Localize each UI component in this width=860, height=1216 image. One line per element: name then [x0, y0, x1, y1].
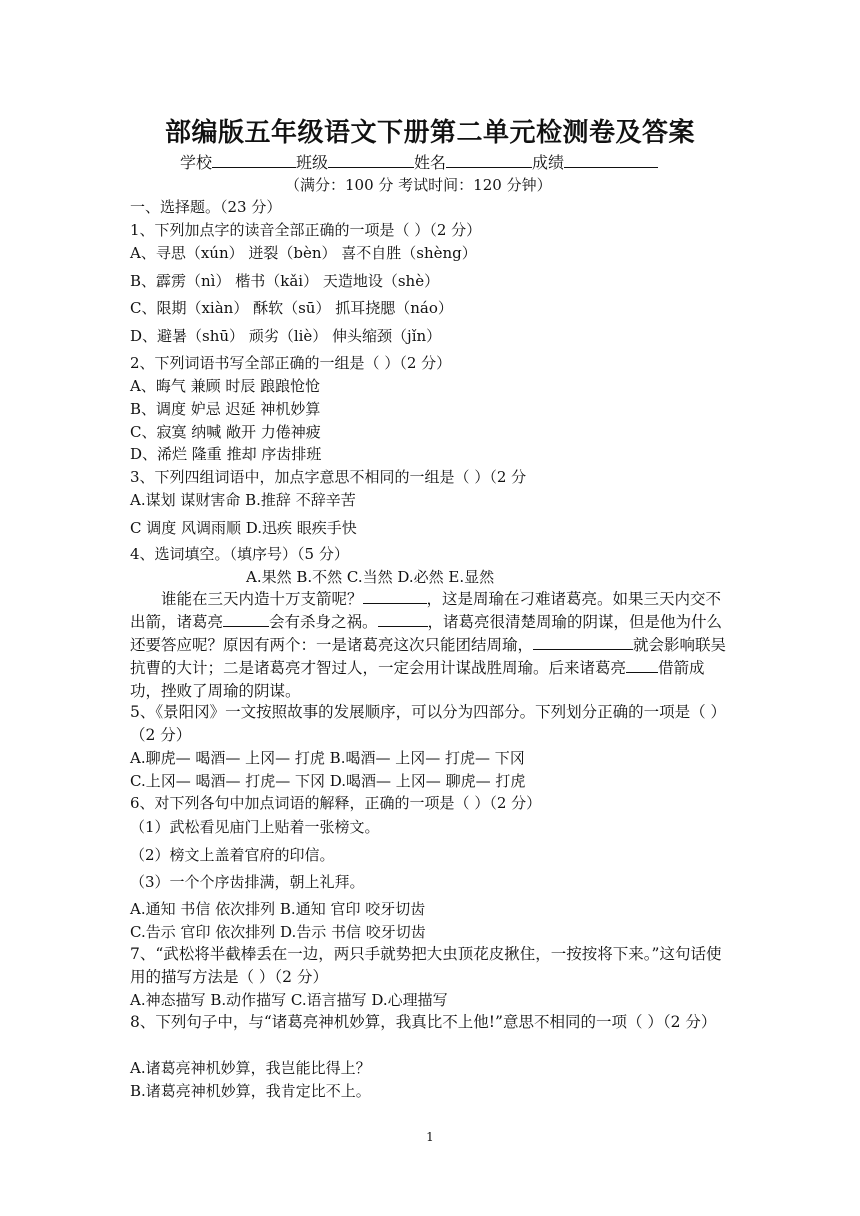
q2-option-d: D、浠烂 隆重 推却 序齿排班	[130, 445, 322, 463]
q1-option-b: B、霹雳（nì） 楷书（kǎi） 天造地设（shè）	[130, 272, 440, 290]
q7-options: A.神态描写 B.动作描写 C.语言描写 D.心理描写	[130, 991, 448, 1009]
q8-stem: 8、下列句子中，与“诸葛亮神机妙算，我真比不上他!”意思不相同的一项（ ）（2 分）	[130, 1013, 717, 1031]
q4-passage-text-1: 谁能在三天内造十万支箭呢？	[161, 590, 363, 608]
q5-options-row1: A.聊虎— 喝酒— 上冈— 打虎 B.喝酒— 上冈— 打虎— 下冈	[130, 749, 525, 767]
q4-blank-1[interactable]	[363, 588, 427, 604]
q2-stem: 2、下列词语书写全部正确的一组是（ ）（2 分）	[130, 354, 452, 372]
school-blank[interactable]	[212, 152, 296, 168]
school-label: 学校	[180, 153, 213, 172]
q8-option-b: B.诸葛亮神机妙算，我肯定比不上。	[130, 1082, 371, 1100]
q1-option-d: D、避暑（shū） 顽劣（liè） 伸头缩颈（jǐn）	[130, 327, 442, 345]
q4-blank-3[interactable]	[378, 611, 428, 627]
q5-stem: 5、《景阳冈》一文按照故事的发展顺序，可以分为四部分。下列划分正确的一项是（ ）（2 分）	[130, 703, 727, 744]
section-heading: 一、选择题。（23 分）	[130, 198, 282, 216]
q1-option-a: A、寻思（xún） 迸裂（bèn） 喜不自胜（shèng）	[130, 244, 477, 262]
q4-passage-text-4: ，诸葛亮很清楚周瑜的阴谋，但是他为什么还要答应呢？原因有两个：一是诸葛亮这次只能团结周瑜，	[130, 613, 723, 654]
q4-passage-text-6: 借箭成功，挫败了周瑜的阴谋。	[130, 659, 705, 700]
student-info-line	[180, 152, 658, 173]
class-blank[interactable]	[328, 152, 414, 168]
q4-word-options: A.果然 B.不然 C.当然 D.必然 E.显然	[246, 568, 495, 586]
q3-options-row1: A.谋划 谋财害命 B.推辞 不辞辛苦	[130, 491, 356, 509]
q4-passage-text-2: ，这是周瑜在刁难诸葛亮。如果三天内交不出箭，诸葛亮	[130, 590, 722, 631]
page-number: 1	[426, 1130, 434, 1144]
q7-stem: 7、“武松将半截棒丢在一边，两只手就势把大虫顶花皮揪住，一按按将下来。”这句话使用的描写方法是（ ）（2 分）	[130, 945, 722, 986]
q8-option-a: A.诸葛亮神机妙算，我岂能比得上？	[130, 1059, 371, 1077]
q4-passage	[130, 588, 730, 703]
exam-info: （满分：100 分 考试时间：120 分钟）	[285, 176, 552, 194]
q6-stem: 6、对下列各句中加点词语的解释，正确的一项是（ ）（2 分）	[130, 794, 542, 812]
class-label: 班级	[296, 153, 329, 172]
name-blank[interactable]	[446, 152, 532, 168]
q6-options-row1: A.通知 书信 依次排列 B.通知 官印 咬牙切齿	[130, 900, 426, 918]
q1-stem: 1、下列加点字的读音全部正确的一项是（ ）（2 分）	[130, 221, 482, 239]
q4-blank-4[interactable]	[533, 634, 633, 650]
q6-sentence-3: （3）一个个序齿排满，朝上礼拜。	[130, 873, 365, 891]
q2-option-a: A、晦气 兼顾 时辰 踉踉怆怆	[130, 377, 321, 395]
q4-blank-2[interactable]	[223, 611, 269, 627]
q6-sentence-1: （1）武松看见庙门上贴着一张榜文。	[130, 818, 380, 836]
q6-options-row2: C.告示 官印 依次排列 D.告示 书信 咬牙切齿	[130, 923, 426, 941]
q3-stem: 3、下列四组词语中，加点字意思不相同的一组是（ ）（2 分	[130, 468, 527, 486]
q1-option-c: C、限期（xiàn） 酥软（sū） 抓耳挠腮（náo）	[130, 299, 453, 317]
q5-options-row2: C.上冈— 喝酒— 打虎— 下冈 D.喝酒— 上冈— 聊虎— 打虎	[130, 772, 526, 790]
q6-sentence-2: （2）榜文上盖着官府的印信。	[130, 846, 335, 864]
q4-passage-text-5: 就会影响联吴抗曹的大计；二是诸葛亮才智过人，一定会用计谋战胜周瑜。后来诸葛亮	[130, 636, 727, 677]
q4-stem: 4、选词填空。（填序号）（5 分）	[130, 545, 349, 563]
page-title: 部编版五年级语文下册第二单元检测卷及答案	[164, 118, 695, 148]
score-blank[interactable]	[564, 152, 658, 168]
q2-option-b: B、调度 妒忌 迟延 神机妙算	[130, 400, 321, 418]
name-label: 姓名	[414, 153, 447, 172]
q3-options-row2: C 调度 风调雨顺 D.迅疾 眼疾手快	[130, 519, 357, 537]
q4-blank-5[interactable]	[626, 657, 658, 673]
q4-passage-text-3: 会有杀身之祸。	[269, 613, 378, 631]
score-label: 成绩	[532, 153, 565, 172]
q2-option-c: C、寂寞 纳喊 敞开 力倦神疲	[130, 423, 321, 441]
